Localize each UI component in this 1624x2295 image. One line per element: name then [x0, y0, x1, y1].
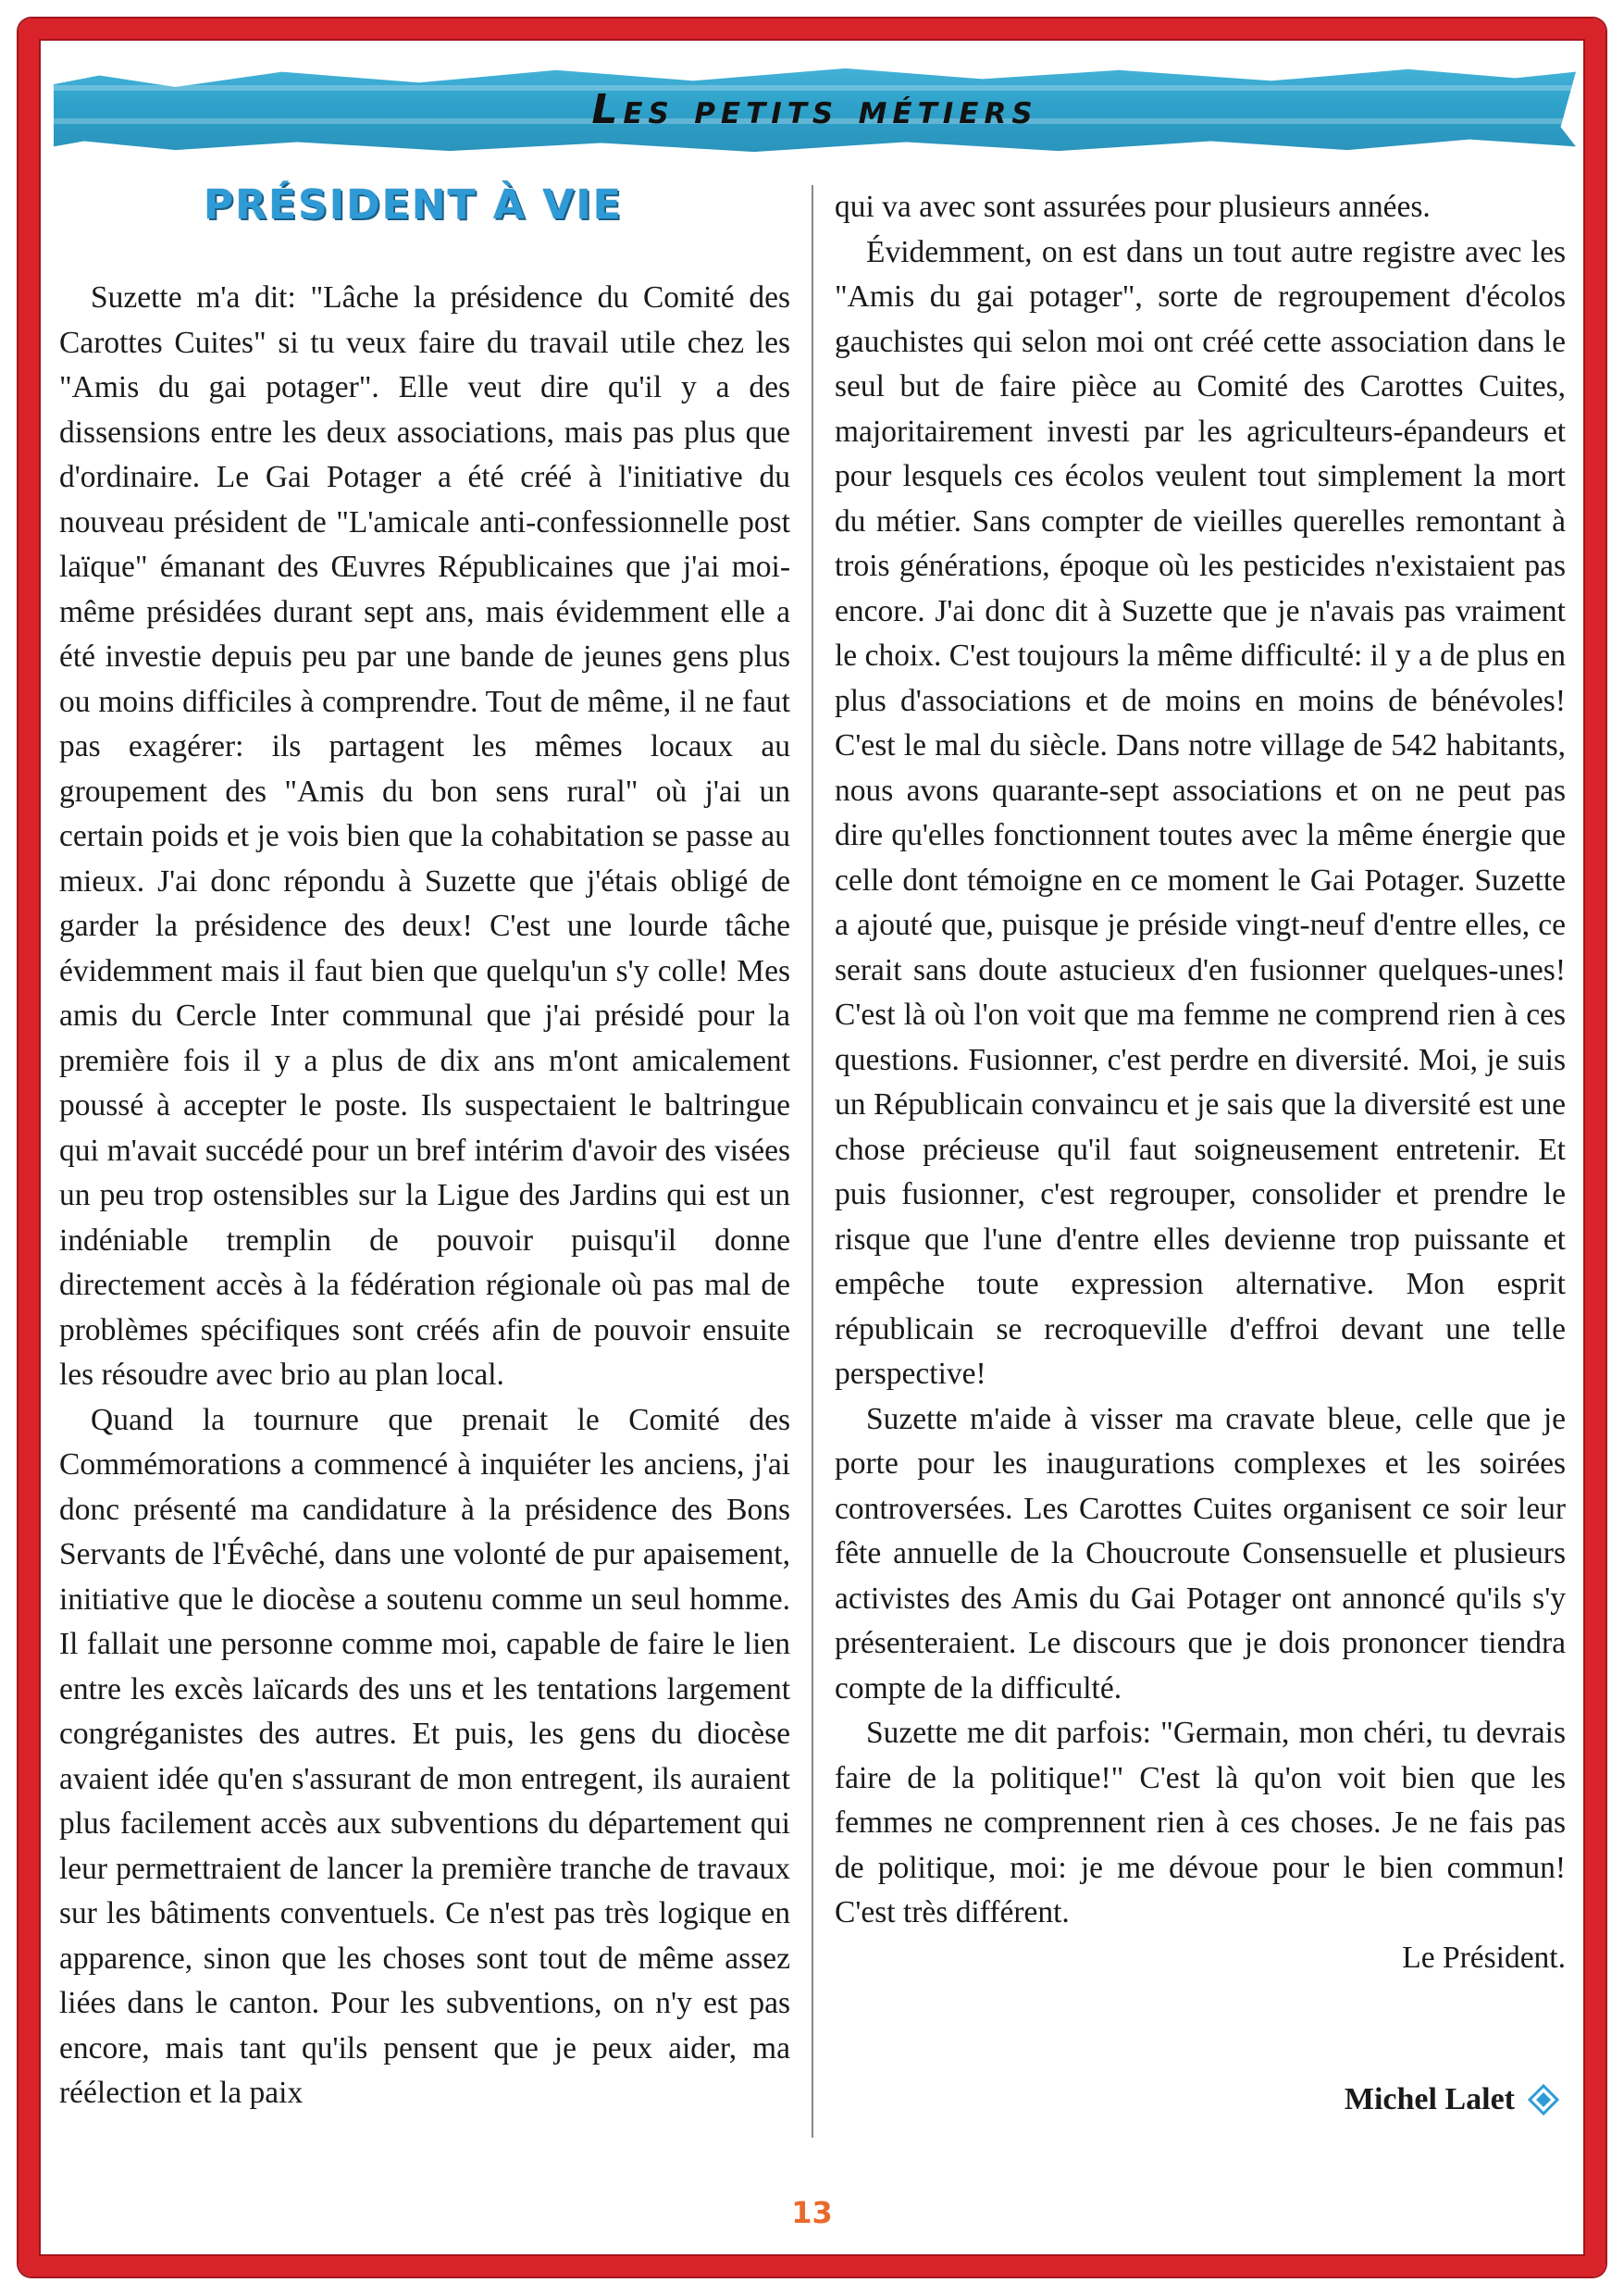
paragraph: Suzette me dit parfois: "Germain, mon chéri, tu devrais faire de la politique!" C'est là qu'on voit bien que les femmes ne comprennent rien à ces choses. Je ne fais pas de politique, moi: je me dévoue pour le bien commun! C'est très différent.: [835, 1716, 1566, 1929]
paragraph: Quand la tournure que prenait le Comité des Commémorations a commencé à inquiéter les anciens, j'ai donc présenté ma candidature à la présidence des Bons Servants de l'Évêché, dans une volonté de pur apaisement, initiative que le diocèse a soutenu comme un seul homme. Il fallait une personne comme moi, capable de faire le lien entre les excès laïcards des uns et les tentations largement congréganistes des autres. Et puis, les gens du diocèse avaient idée qu'en s'assurant de mon entregent, ils auraient plus facilement accès aux subventions du département qui leur permettraient de lancer la première tranche de travaux sur les bâtiments conventuels. Ce n'est pas très logique en apparence, sinon que les choses sont tout de même assez liées dans le canton. Pour les subventions, on n'y est pas encore, mais tant qu'ils pensent que je peux aider, ma réélection et la paix: [59, 1402, 790, 2110]
paragraph-continuation: qui va avec sont assurées pour plusieurs années.: [835, 190, 1431, 224]
article-title: PRÉSIDENT À VIE: [204, 181, 623, 229]
author-signature: [1345, 2082, 1559, 2117]
author-name: Michel Lalet: [1344, 2082, 1515, 2116]
page-number: 13: [791, 2195, 833, 2230]
paragraph: Évidemment, on est dans un tout autre registre avec les "Amis du gai potager", sorte de regroupement d'écolos gauchistes qui selon moi ont créé cette association dans le seul but de faire pièce au Comité des Carottes Cuites, majoritairement investi par les agriculteurs-épandeurs et pour lesquels ces écolos veulent tout simplement la mort du métier. Sans compter de vieilles querelles remontant à trois générations, époque où les pesticides n'existaient pas encore. J'ai donc dit à Suzette que je n'avais pas vraiment le choix. C'est toujours la même difficulté: il y a de plus en plus d'associations et de moins en moins de bénévoles! C'est le mal du siècle. Dans notre village de 542 habitants, nous avons quarante-sept associations et on ne peut pas dire qu'elles fonctionnent toutes avec la même énergie que celle dont témoigne en ce moment le Gai Potager. Suzette a ajouté que, puisque je préside vingt-neuf d'entre elles, ce serait sans doute astucieux d'en fusionner quelques-unes! C'est là où l'on voit que ma femme ne comprend rien à ces questions. Fusionner, c'est perdre en diversité. Moi, je suis un Républicain convaincu et je sais que la diversité est une chose précieuse qu'il faut soigneusement entretenir. Et puis fusionner, c'est regrouper, consolider et prendre le risque que l'une d'entre elles devienne trop puissante et empêche toute expression alternative. Mon esprit républicain se recroqueville d'effroi devant une telle perspective!: [835, 234, 1566, 1391]
diamond-icon: [1528, 2084, 1559, 2115]
paragraph: Suzette m'a dit: "Lâche la présidence du Comité des Carottes Cuites" si tu veux faire du travail utile chez les "Amis du gai potager". Elle veut dire qu'il y a des dissensions entre les deux associations, mais pas plus que d'ordinaire. Le Gai Potager a été créé à l'initiative du nouveau président de "L'amicale anti-confessionnelle post laïque" émanant des Œuvres Républicaines que j'ai moi-même présidées durant sept ans, mais évidemment elle a été investie depuis peu par une bande de jeunes gens plus ou moins difficiles à comprendre. Tout de même, il ne faut pas exagérer: ils partagent les mêmes locaux au groupement des "Amis du bon sens rural" où j'ai un certain poids et je vois bien que la cohabitation se passe au mieux. J'ai donc répondu à Suzette que j'étais obligé de garder la présidence des deux! C'est une lourde tâche évidemment mais il faut bien que quelqu'un s'y colle! Mes amis du Cercle Inter communal que j'ai présidé pour la première fois il y a plus de dix ans m'ont amicalement poussé à accepter le poste. Ils suspectaient le baltringue qui m'avait succédé pour un bref intérim d'avoir des visées un peu trop ostensibles sur la Ligue des Jardins qui est un indéniable tremplin de pouvoir puisqu'il donne directement accès à la fédération régionale où pas mal de problèmes spécifiques sont créés afin de pouvoir ensuite les résoudre avec brio au plan local.: [59, 280, 790, 1392]
paragraph: Suzette m'aide à visser ma cravate bleue, celle que je porte pour les inaugurations complexes et les soirées controversées. Les Carottes Cuites organisent ce soir leur fête annuelle de la Choucroute Consensuelle et plusieurs activistes des Amis du Gai Potager ont annoncé qu'ils s'y présenteraient. Le discours que je dois prononcer tiendra compte de la difficulté.: [835, 1401, 1566, 1706]
signature-role: Le Président.: [1402, 1940, 1566, 1975]
article-column-left: [59, 276, 790, 2116]
section-title: Les petits métiers: [591, 85, 1038, 133]
article-column-right: [835, 185, 1566, 1980]
column-divider: [812, 185, 813, 2138]
